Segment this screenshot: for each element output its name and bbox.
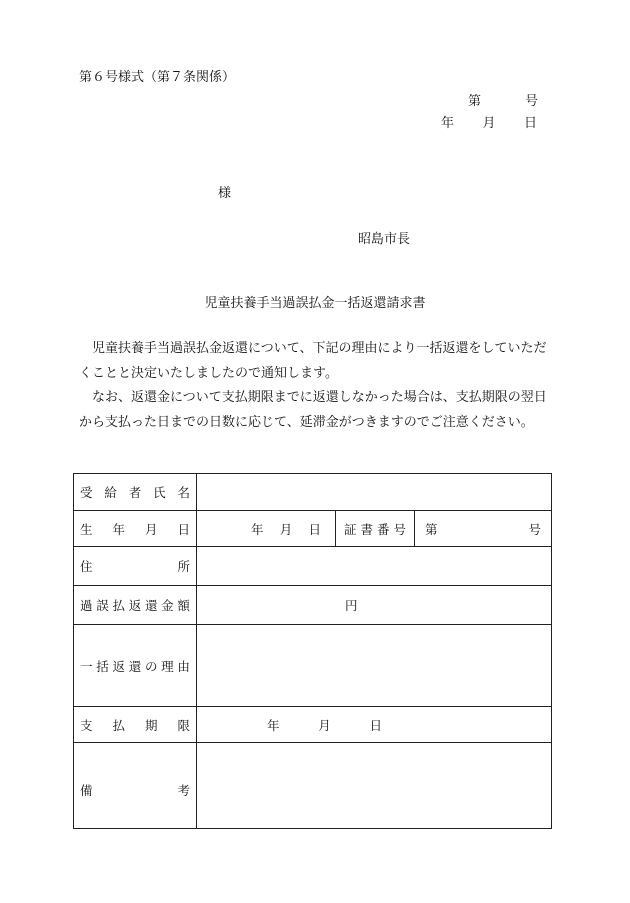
- table-row: [74, 743, 552, 829]
- amount-field[interactable]: [197, 586, 552, 625]
- body-paragraph-2: なお、返還金について支払期限までに返還しなかった場合は、支払期限の翌日から支払った日までの日数に応じて、延滞金がつきますのでご注意ください。: [79, 390, 547, 430]
- document-number: [468, 90, 538, 109]
- address-field[interactable]: [197, 547, 552, 586]
- table-row: [74, 511, 552, 547]
- table-row: [74, 625, 552, 707]
- amount-label: 過 誤 払 返 還 金 額: [74, 586, 197, 625]
- table-row: [74, 547, 552, 586]
- table-row: [74, 707, 552, 743]
- details-table: [73, 473, 552, 829]
- recipient-name-label: 受 給 者 氏 名: [74, 474, 197, 511]
- issue-month: 月: [482, 116, 496, 131]
- body-paragraph-1: 児童扶養手当過誤払金返還について、下記の理由により一括返還をしていただくことと決定いたしましたので通知します。: [79, 341, 547, 381]
- reason-field[interactable]: [197, 625, 552, 707]
- number-prefix: 第: [468, 94, 482, 109]
- number-suffix: 号: [524, 94, 538, 109]
- form-number-label: 第６号様式（第７条関係）: [79, 70, 236, 85]
- address-label: 住 所: [74, 547, 197, 586]
- birthdate-field[interactable]: 年 月 日: [197, 511, 336, 547]
- remarks-label: 備 考: [74, 743, 197, 829]
- deadline-label: 支 払 期 限: [74, 707, 197, 743]
- sender-name: 昭島市長: [358, 232, 411, 247]
- recipient-name-field[interactable]: [197, 474, 552, 511]
- table-row: [74, 586, 552, 625]
- cert-number-label: 証 書 番 号: [336, 511, 415, 547]
- issue-day: 日: [523, 116, 537, 131]
- reason-label: 一 括 返 還 の 理 由: [74, 625, 197, 707]
- addressee-suffix: 様: [218, 186, 232, 201]
- issue-date: [441, 112, 537, 131]
- amount-unit: 円: [345, 598, 358, 613]
- remarks-field[interactable]: [197, 743, 552, 829]
- cert-number-field[interactable]: 第 号: [415, 511, 552, 547]
- notice-body: [79, 337, 551, 435]
- birthdate-label: 生 年 月 日: [74, 511, 197, 547]
- table-row: [74, 474, 552, 511]
- document-title: 児童扶養手当過誤払金一括返還請求書: [204, 296, 426, 311]
- deadline-field[interactable]: 年 月 日: [197, 707, 552, 743]
- issue-year: 年: [441, 116, 455, 131]
